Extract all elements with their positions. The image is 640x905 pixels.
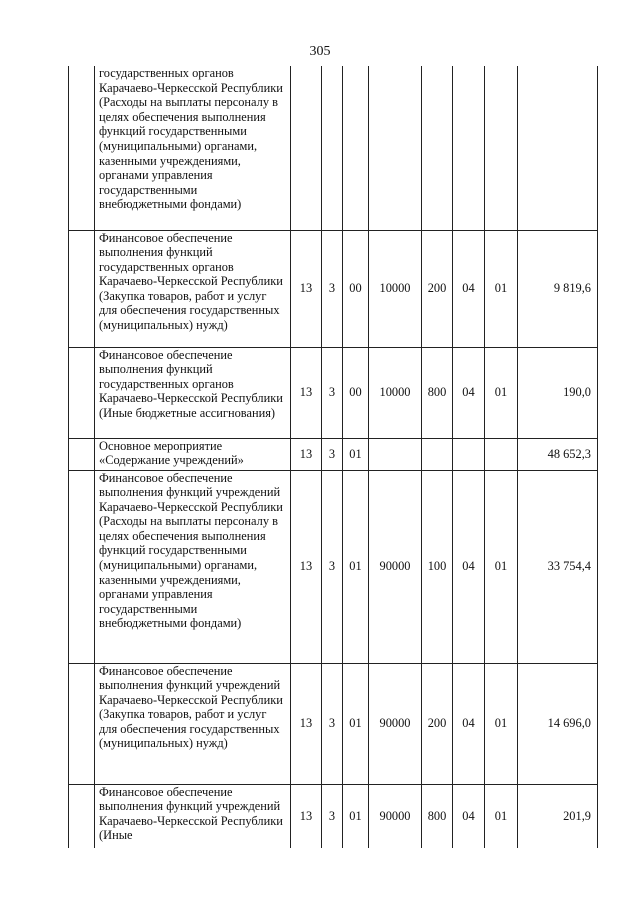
code-cell: 13 bbox=[291, 784, 322, 848]
code-cell: 04 bbox=[453, 784, 485, 848]
code-cell: 800 bbox=[422, 784, 453, 848]
code-cell: 01 bbox=[343, 470, 369, 663]
code-cell: 01 bbox=[485, 784, 518, 848]
row-name: государственных органов Карачаево-Черкесской Республики (Расходы на выплаты персоналу в целях обеспечения выполнения функций государственными (муниципальными) органами, казенными учреждениями, органами управления государственными внебюджетными фондами) bbox=[95, 66, 291, 230]
code-cell: 3 bbox=[322, 230, 343, 347]
code-cell: 01 bbox=[343, 784, 369, 848]
code-cell bbox=[343, 66, 369, 230]
code-cell: 10000 bbox=[369, 347, 422, 438]
code-cell: 01 bbox=[485, 663, 518, 784]
code-cell: 3 bbox=[322, 663, 343, 784]
amount-cell: 190,0 bbox=[518, 347, 598, 438]
code-cell: 01 bbox=[343, 663, 369, 784]
blank-cell bbox=[69, 230, 95, 347]
code-cell: 01 bbox=[485, 230, 518, 347]
code-cell bbox=[485, 66, 518, 230]
blank-cell bbox=[69, 784, 95, 848]
code-cell: 800 bbox=[422, 347, 453, 438]
code-cell: 04 bbox=[453, 663, 485, 784]
code-cell bbox=[422, 438, 453, 470]
code-cell: 90000 bbox=[369, 663, 422, 784]
code-cell bbox=[485, 438, 518, 470]
code-cell: 01 bbox=[343, 438, 369, 470]
page-number: 305 bbox=[309, 44, 331, 59]
code-cell: 13 bbox=[291, 230, 322, 347]
code-cell: 90000 bbox=[369, 784, 422, 848]
code-cell: 3 bbox=[322, 784, 343, 848]
row-name: Финансовое обеспечение выполнения функций государственных органов Карачаево-Черкесской Республики (Иные бюджетные ассигнования) bbox=[95, 347, 291, 438]
table-row bbox=[69, 784, 598, 848]
code-cell: 04 bbox=[453, 347, 485, 438]
blank-cell bbox=[69, 438, 95, 470]
table-row bbox=[69, 66, 598, 230]
row-name: Финансовое обеспечение выполнения функций учреждений Карачаево-Черкесской Республики (Расходы на выплаты персоналу в целях обеспечения выполнения функций государственными (муниципальными) органами, казенными учреждениями, органами управления государственными внебюджетными фондами) bbox=[95, 470, 291, 663]
amount-cell: 48 652,3 bbox=[518, 438, 598, 470]
code-cell: 13 bbox=[291, 470, 322, 663]
code-cell: 13 bbox=[291, 347, 322, 438]
row-name: Основное мероприятие «Содержание учреждений» bbox=[95, 438, 291, 470]
table-row bbox=[69, 663, 598, 784]
row-name: Финансовое обеспечение выполнения функций учреждений Карачаево-Черкесской Республики (Иные bbox=[95, 784, 291, 848]
table-row bbox=[69, 438, 598, 470]
code-cell: 3 bbox=[322, 438, 343, 470]
code-cell: 01 bbox=[485, 470, 518, 663]
blank-cell bbox=[69, 663, 95, 784]
code-cell: 200 bbox=[422, 230, 453, 347]
amount-cell: 33 754,4 bbox=[518, 470, 598, 663]
table-row bbox=[69, 230, 598, 347]
code-cell: 01 bbox=[485, 347, 518, 438]
code-cell: 100 bbox=[422, 470, 453, 663]
budget-table bbox=[68, 66, 598, 848]
code-cell bbox=[422, 66, 453, 230]
table-row bbox=[69, 470, 598, 663]
code-cell: 13 bbox=[291, 663, 322, 784]
amount-cell: 9 819,6 bbox=[518, 230, 598, 347]
code-cell bbox=[453, 66, 485, 230]
code-cell: 00 bbox=[343, 347, 369, 438]
code-cell: 3 bbox=[322, 347, 343, 438]
code-cell: 3 bbox=[322, 470, 343, 663]
blank-cell bbox=[69, 347, 95, 438]
code-cell bbox=[369, 438, 422, 470]
amount-cell: 14 696,0 bbox=[518, 663, 598, 784]
blank-cell bbox=[69, 66, 95, 230]
code-cell: 90000 bbox=[369, 470, 422, 663]
code-cell: 200 bbox=[422, 663, 453, 784]
code-cell: 04 bbox=[453, 230, 485, 347]
row-name: Финансовое обеспечение выполнения функций государственных органов Карачаево-Черкесской Республики (Закупка товаров, работ и услуг для обеспечения государственных (муниципальных) нужд) bbox=[95, 230, 291, 347]
code-cell bbox=[291, 66, 322, 230]
code-cell bbox=[453, 438, 485, 470]
code-cell: 00 bbox=[343, 230, 369, 347]
code-cell: 04 bbox=[453, 470, 485, 663]
row-name: Финансовое обеспечение выполнения функций учреждений Карачаево-Черкесской Республики (Закупка товаров, работ и услуг для обеспечения государственных (муниципальных) нужд) bbox=[95, 663, 291, 784]
table-row bbox=[69, 347, 598, 438]
code-cell bbox=[322, 66, 343, 230]
code-cell: 10000 bbox=[369, 230, 422, 347]
amount-cell: 201,9 bbox=[518, 784, 598, 848]
blank-cell bbox=[69, 470, 95, 663]
amount-cell bbox=[518, 66, 598, 230]
code-cell: 13 bbox=[291, 438, 322, 470]
code-cell bbox=[369, 66, 422, 230]
